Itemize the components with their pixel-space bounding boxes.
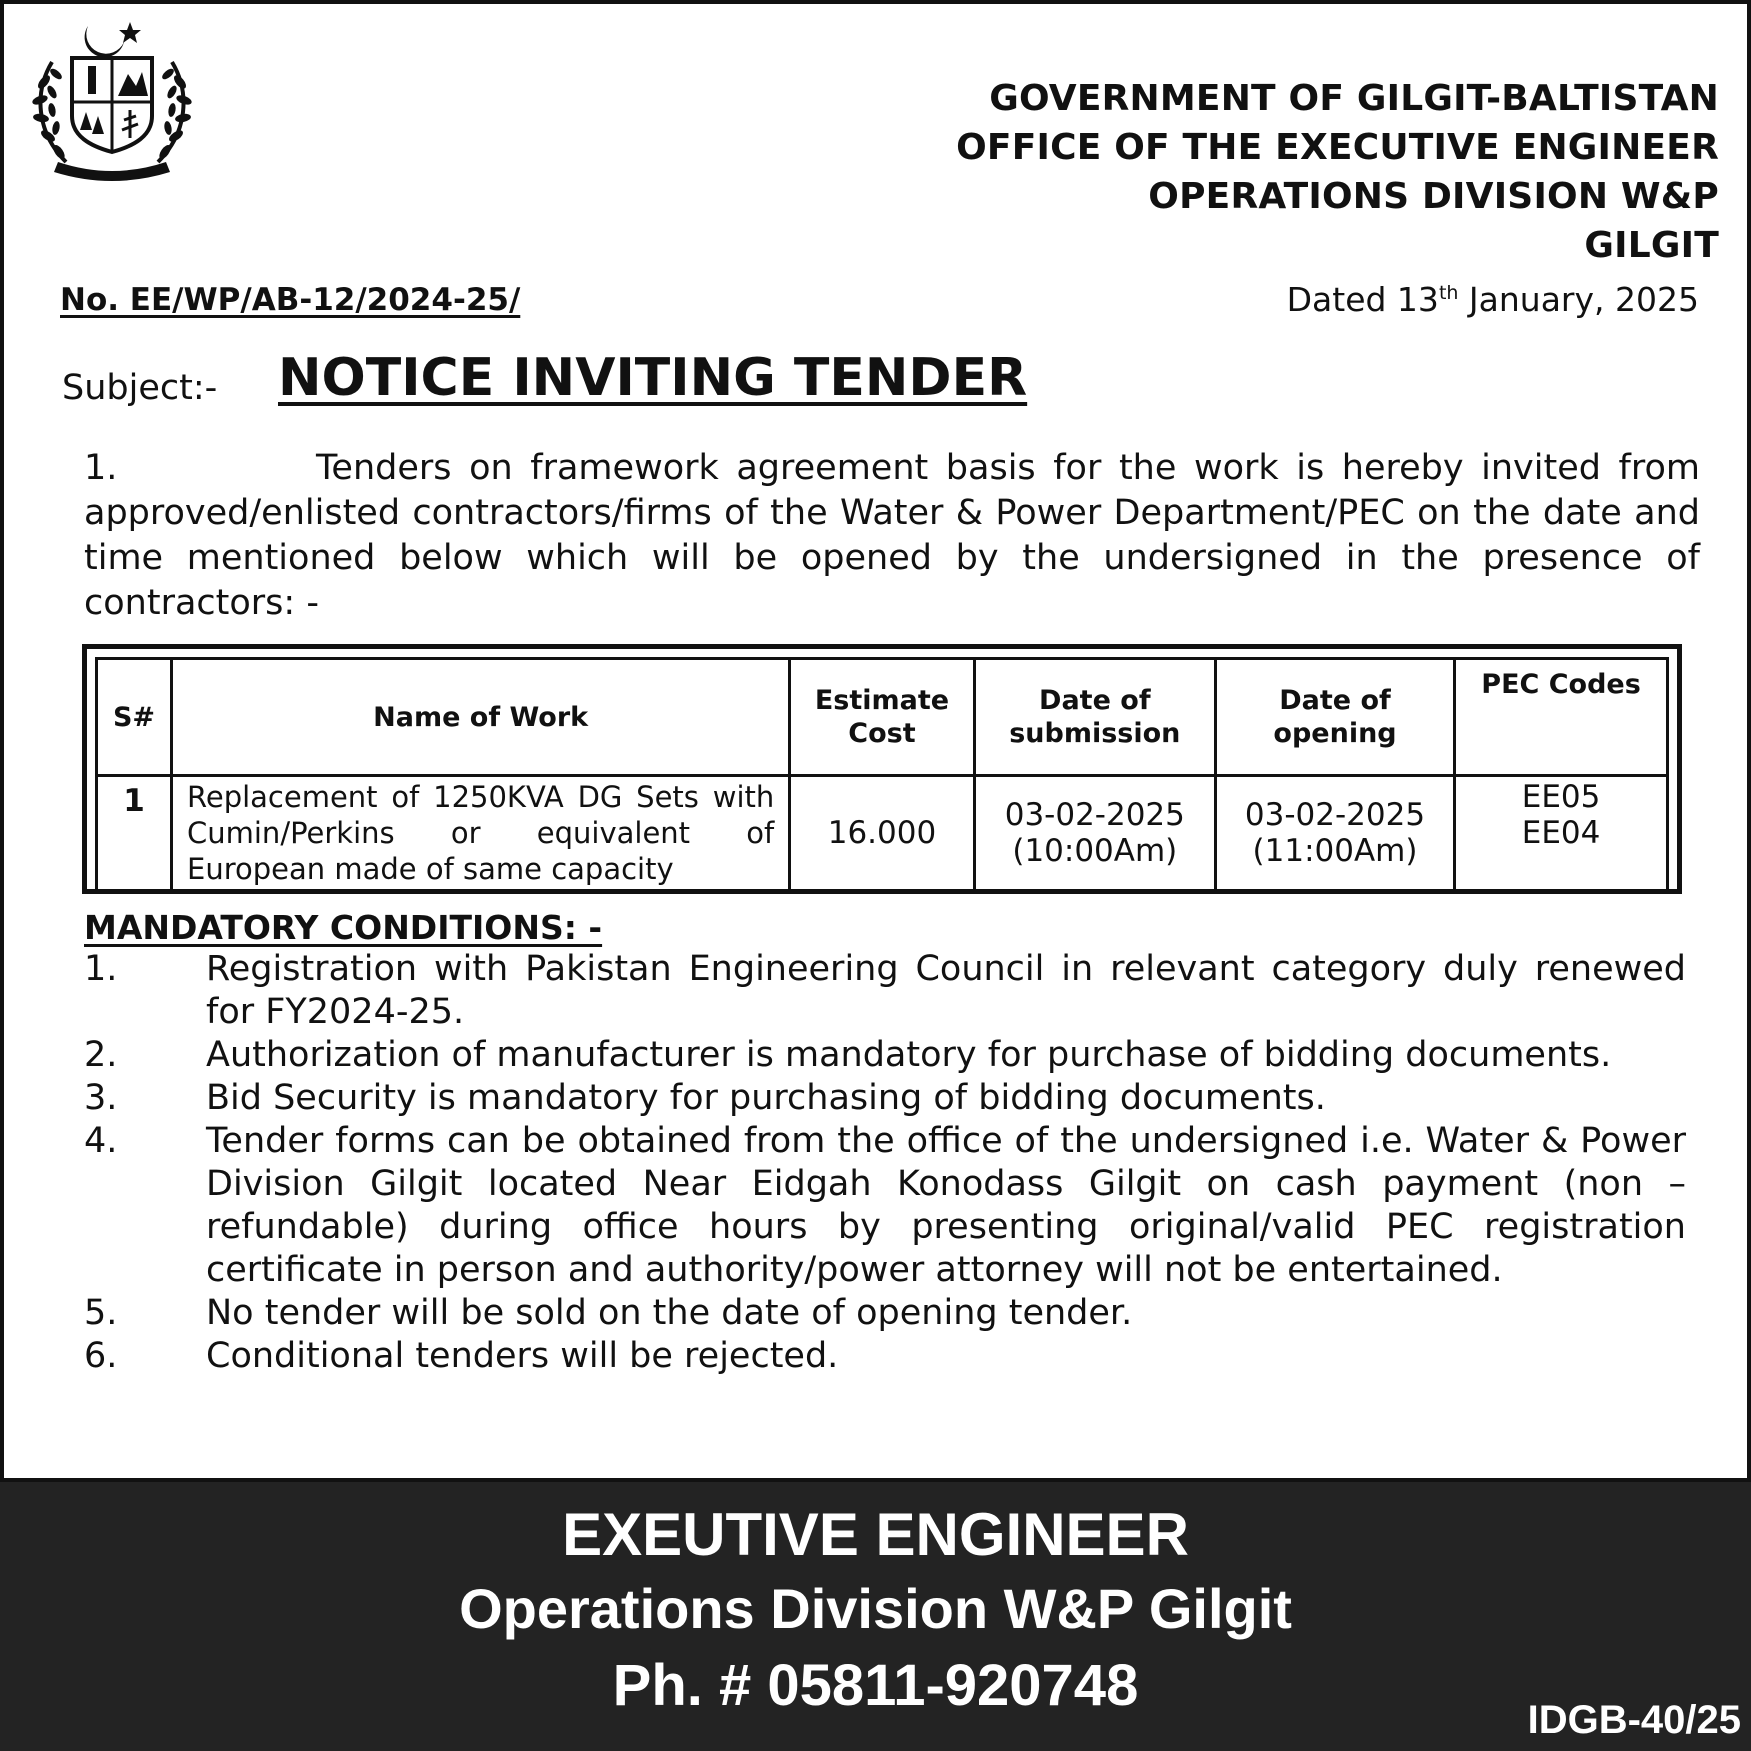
tender-table xyxy=(82,644,1682,894)
condition-number: 4. xyxy=(84,1121,118,1161)
condition-number: 5. xyxy=(84,1293,118,1333)
condition-item xyxy=(84,948,1686,1034)
date-ordinal: th xyxy=(1438,282,1459,304)
col-header-name: Name of Work xyxy=(172,659,790,776)
signatory-phone: Ph. # 05811-920748 xyxy=(612,1653,1139,1718)
signatory-title: EXEUTIVE ENGINEER xyxy=(562,1501,1189,1568)
header-division: OPERATIONS DIVISION W&P xyxy=(1148,176,1719,217)
table-row xyxy=(97,776,1668,891)
cell-pec-codes xyxy=(1455,776,1668,891)
date-prefix: Dated 13 xyxy=(1286,280,1439,319)
opening-time: (11:00Am) xyxy=(1252,833,1418,869)
condition-number: 1. xyxy=(84,949,118,989)
header-city: GILGIT xyxy=(1584,225,1719,266)
date-suffix: January, 2025 xyxy=(1458,280,1699,319)
pec-code: EE05 xyxy=(1521,779,1601,815)
condition-item xyxy=(84,1120,1686,1292)
col-header-cost: Estimate Cost xyxy=(790,659,974,776)
col-header-sn: S# xyxy=(97,659,172,776)
header-office: OFFICE OF THE EXECUTIVE ENGINEER xyxy=(956,127,1719,168)
col-header-submission: Date of submission xyxy=(974,659,1215,776)
condition-text: Conditional tenders will be rejected. xyxy=(206,1336,839,1376)
intro-paragraph xyxy=(84,446,1700,626)
pec-code: EE04 xyxy=(1521,815,1601,851)
cell-name-of-work: Replacement of 1250KVA DG Sets with Cumin/Perkins or equivalent of European made of same capacity xyxy=(172,776,790,891)
condition-item xyxy=(84,1292,1686,1335)
advertisement-code: IDGB-40/25 xyxy=(1527,1698,1741,1742)
table-header-row xyxy=(97,659,1668,776)
condition-text: Registration with Pakistan Engineering Council in relevant category duly renewed for FY2024-25. xyxy=(206,949,1686,1032)
conditions-list xyxy=(84,948,1686,1378)
condition-text: No tender will be sold on the date of opening tender. xyxy=(206,1293,1133,1333)
condition-number: 3. xyxy=(84,1078,118,1118)
header-government: GOVERNMENT OF GILGIT-BALTISTAN xyxy=(989,78,1719,119)
office-header xyxy=(956,74,1719,270)
intro-number: 1. xyxy=(84,448,118,488)
signature-footer xyxy=(0,1482,1751,1751)
notice-title: NOTICE INVITING TENDER xyxy=(278,348,1028,408)
government-emblem-icon xyxy=(26,12,198,188)
opening-date: 03-02-2025 xyxy=(1244,797,1426,833)
col-header-pec: PEC Codes xyxy=(1455,659,1668,776)
submission-date: 03-02-2025 xyxy=(1004,797,1185,833)
col-header-opening: Date of opening xyxy=(1215,659,1454,776)
issue-date xyxy=(1287,280,1699,319)
condition-text: Tender forms can be obtained from the office of the undersigned i.e. Water & Power Division Gilgit located Near Eidgah Konodass Gilgit on cash payment (non –refundable) during office hours by presenting original/valid PEC registration certificate in person and authority/power attorney will not be entertained. xyxy=(206,1121,1686,1290)
subject-label: Subject:- xyxy=(62,368,218,408)
submission-time: (10:00Am) xyxy=(1012,833,1178,869)
condition-number: 2. xyxy=(84,1035,118,1075)
condition-text: Authorization of manufacturer is mandatory for purchase of bidding documents. xyxy=(206,1035,1612,1075)
cell-sn: 1 xyxy=(97,776,172,891)
condition-item xyxy=(84,1335,1686,1378)
condition-item xyxy=(84,1034,1686,1077)
cell-opening xyxy=(1215,776,1454,891)
condition-text: Bid Security is mandatory for purchasing of bidding documents. xyxy=(206,1078,1326,1118)
cell-submission xyxy=(974,776,1215,891)
intro-text: Tenders on framework agreement basis for the work is hereby invited from approved/enlisted contractors/firms of the Water & Power Department/PEC on the date and time mentioned below which will be opened by the undersigned in the presence of contractors: - xyxy=(84,448,1700,623)
cell-estimate-cost: 16.000 xyxy=(790,776,974,891)
conditions-title: MANDATORY CONDITIONS: - xyxy=(84,908,603,947)
condition-item xyxy=(84,1077,1686,1120)
condition-number: 6. xyxy=(84,1336,118,1376)
reference-number: No. EE/WP/AB-12/2024-25/ xyxy=(60,282,521,318)
signatory-division: Operations Division W&P Gilgit xyxy=(459,1577,1292,1640)
